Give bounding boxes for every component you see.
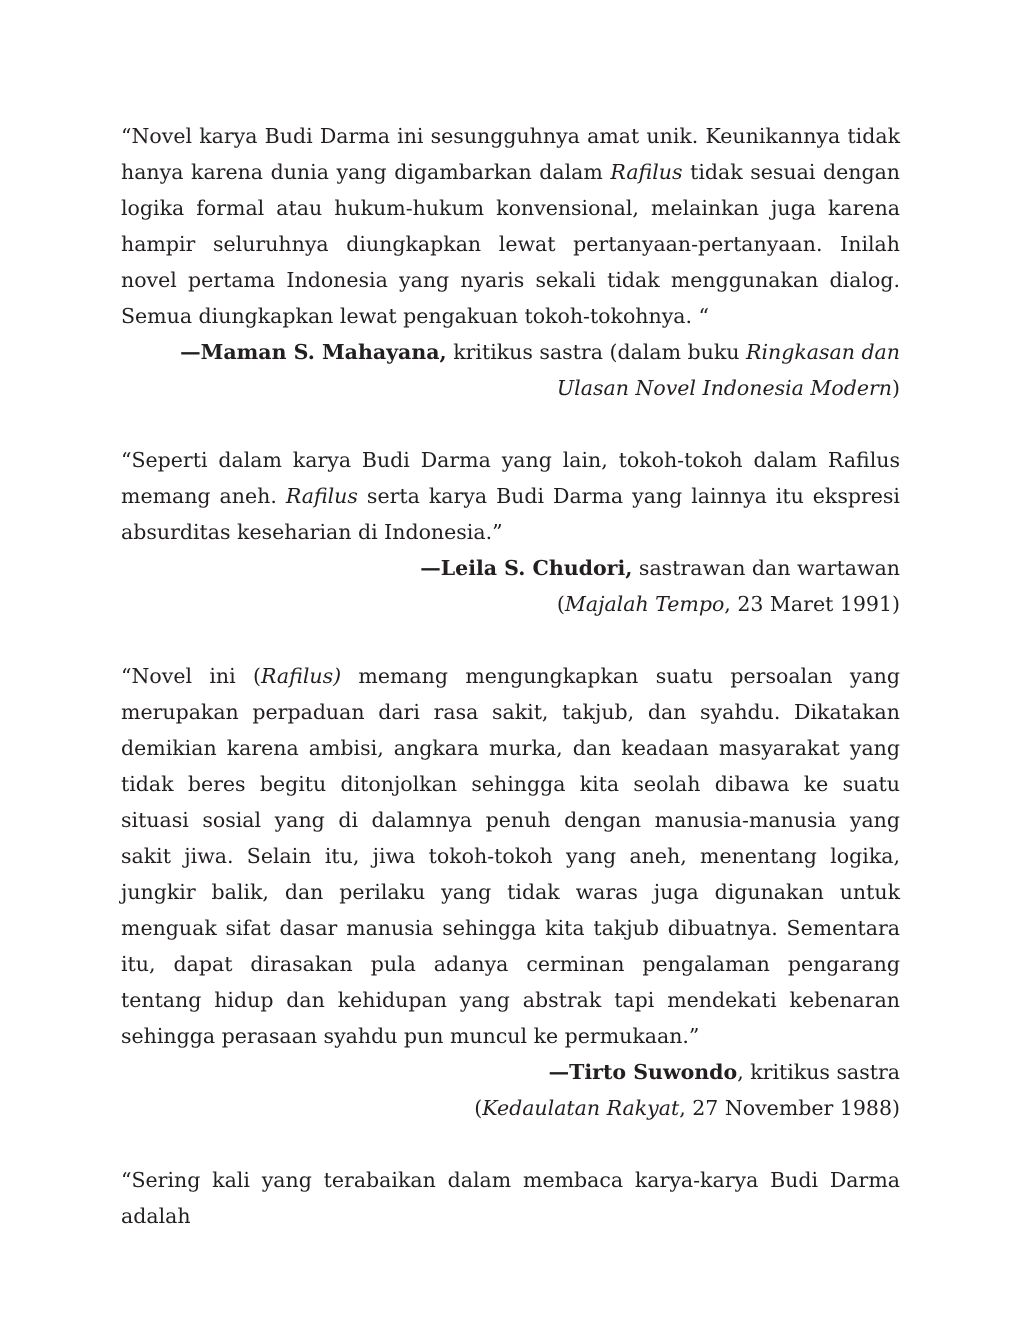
quote-3-attribution-line-2 (121, 1090, 900, 1126)
quote-3-role: , kritikus sastra (737, 1060, 900, 1084)
quote-3-author: —Tirto Suwondo (548, 1060, 738, 1084)
quote-1-body (121, 118, 900, 334)
quote-1-close: ) (892, 376, 900, 400)
quote-2-role: sastrawan dan wartawan (632, 556, 900, 580)
quote-2-title-italic: Rafilus (285, 484, 358, 508)
quote-4-body (121, 1162, 900, 1234)
quote-1-role: kritikus sastra (dalam buku (446, 340, 747, 364)
quote-2-open: ( (556, 592, 565, 616)
quote-3-open: ( (474, 1096, 483, 1120)
quote-2-text-a: “Seperti dalam karya Budi Darma yang lain, tokoh-tokoh dalam Rafilus memang aneh. (121, 448, 900, 508)
spacer (121, 406, 900, 442)
quote-1-attribution (121, 334, 900, 406)
quote-1-text-a: “Novel karya Budi Darma ini sesungguhnya amat unik. Keunikannya tidak hanya karena dunia yang digambarkan dalam (121, 124, 900, 184)
spacer (121, 622, 900, 658)
quote-3-body (121, 658, 900, 1054)
spacer (121, 1126, 900, 1162)
document-page (121, 118, 900, 1234)
quote-3-date: , 27 November 1988) (679, 1096, 900, 1120)
quote-2-attribution-line-2 (121, 586, 900, 622)
quote-1-author: —Maman S. Mahayana, (180, 340, 447, 364)
quote-3-attribution-line-1 (121, 1054, 900, 1090)
quote-3-source: Kedaulatan Rakyat (482, 1096, 680, 1120)
quote-2-body (121, 442, 900, 550)
quote-2-date: , 23 Maret 1991) (724, 592, 900, 616)
quote-2-text-c: serta karya Budi Darma yang lainnya itu ekspresi absurditas keseharian di Indonesia.” (121, 484, 900, 544)
quote-2-author: —Leila S. Chudori, (420, 556, 633, 580)
quote-1-text-c: tidak sesuai dengan logika formal atau hukum-hukum konvensional, melainkan juga karena hampir seluruhnya diungkapkan lewat pertanyaan-pertanyaan. Inilah novel pertama Indonesia yang nyaris sekali tidak menggunakan dialog. Semua diungkapkan lewat pengakuan tokoh-tokohnya. “ (121, 160, 900, 328)
quote-4-text-a: “Sering kali yang terabaikan dalam membaca karya-karya Budi Darma adalah (121, 1168, 900, 1228)
quote-1-source: Ringkasan dan Ulasan Novel Indonesia Modern (556, 340, 900, 400)
quote-2-source: Majalah Tempo (564, 592, 725, 616)
quote-3-title-italic: Rafilus) (261, 664, 342, 688)
quote-3-text-a: “Novel ini ( (121, 664, 262, 688)
quote-1-title-italic: Rafilus (610, 160, 683, 184)
quote-3-text-c: memang mengungkapkan suatu persoalan yang merupakan perpaduan dari rasa sakit, takjub, dan syahdu. Dikatakan demikian karena ambisi, angkara murka, dan keadaan masyarakat yang tidak beres begitu ditonjolkan sehingga kita seolah dibawa ke suatu situasi sosial yang di dalamnya penuh dengan manusia-manusia yang sakit jiwa. Selain itu, jiwa tokoh-tokoh yang aneh, menentang logika, jungkir balik, dan perilaku yang tidak waras juga digunakan untuk menguak sifat dasar manusia sehingga kita takjub dibuatnya. Sementara itu, dapat dirasakan pula adanya cerminan pengalaman pengarang tentang hidup dan kehidupan yang abstrak tapi mendekati kebenaran sehingga perasaan syahdu pun muncul ke permukaan.” (121, 664, 900, 1048)
quote-2-attribution-line-1 (121, 550, 900, 586)
